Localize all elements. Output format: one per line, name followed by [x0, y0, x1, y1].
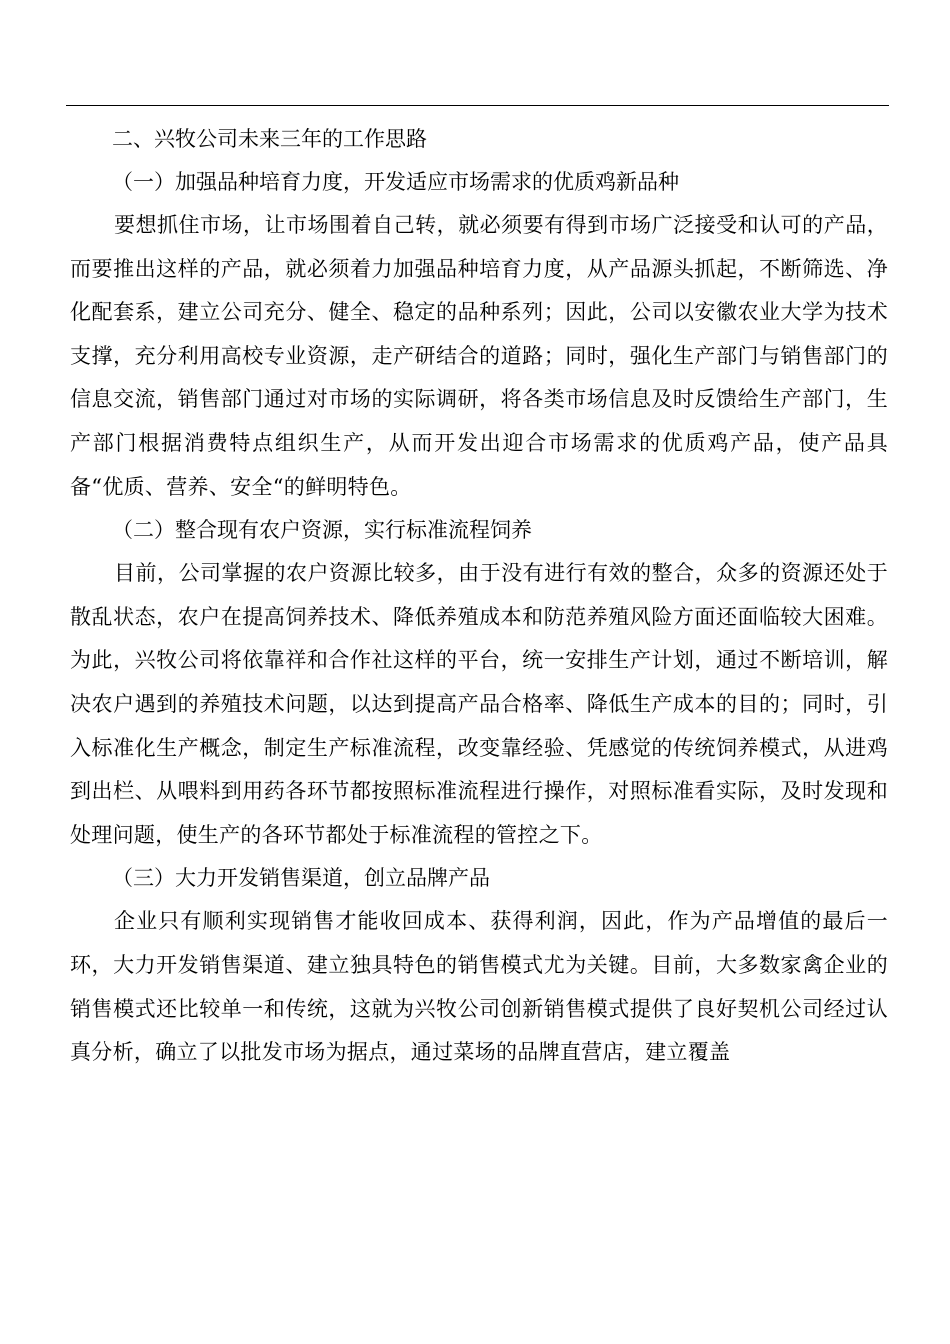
- paragraph-3: 企业只有顺利实现销售才能收回成本、获得利润，因此，作为产品增值的最后一环，大力开发销售渠道、建立独具特色的销售模式尤为关键。目前，大多数家禽企业的销售模式还比较单一和传统，这就为兴牧公司创新销售模式提供了良好契机公司经过认真分析，确立了以批发市场为据点，通过菜场的品牌直营店，建立覆盖: [70, 909, 888, 1065]
- document-body: [70, 118, 888, 1075]
- paragraph-2: 目前，公司掌握的农户资源比较多，由于没有进行有效的整合，众多的资源还处于散乱状态，农户在提高饲养技术、降低养殖成本和防范养殖风险方面还面临较大困难。为此，兴牧公司将依靠祥和合作社这样的平台，统一安排生产计划，通过不断培训，解决农户遇到的养殖技术问题，以达到提高产品合格率、降低生产成本的目的；同时，引入标准化生产概念，制定生产标准流程，改变靠经验、凭感觉的传统饲养模式，从进鸡到出栏、从喂料到用药各环节都按照标准流程进行操作，对照标准看实际，及时发现和处理问题，使生产的各环节都处于标准流程的管控之下。: [70, 561, 888, 847]
- subsection-heading-1: （一）加强品种培育力度，开发适应市场需求的优质鸡新品种: [112, 170, 679, 194]
- subsection-heading-2: （二）整合现有农户资源，实行标准流程饲养: [112, 518, 532, 543]
- header-rule: [66, 105, 889, 106]
- paragraph-1: 要想抓住市场，让市场围着自己转，就必须要有得到市场广泛接受和认可的产品，而要推出这样的产品，就必须着力加强品种培育力度，从产品源头抓起，不断筛选、净化配套系，建立公司充分、健全、稳定的品种系列；因此，公司以安徽农业大学为技术支撑，充分利用高校专业资源，走产研结合的道路；同时，强化生产部门与销售部门的信息交流，销售部门通过对市场的实际调研，将各类市场信息及时反馈给生产部门，生产部门根据消费特点组织生产，从而开发出迎合市场需求的优质鸡产品，使产品具备“优质、营养、安全“的鲜明特色。: [70, 213, 888, 499]
- section-title: 二、兴牧公司未来三年的工作思路: [112, 127, 427, 151]
- subsection-heading-3: （三）大力开发销售渠道，创立品牌产品: [112, 866, 490, 891]
